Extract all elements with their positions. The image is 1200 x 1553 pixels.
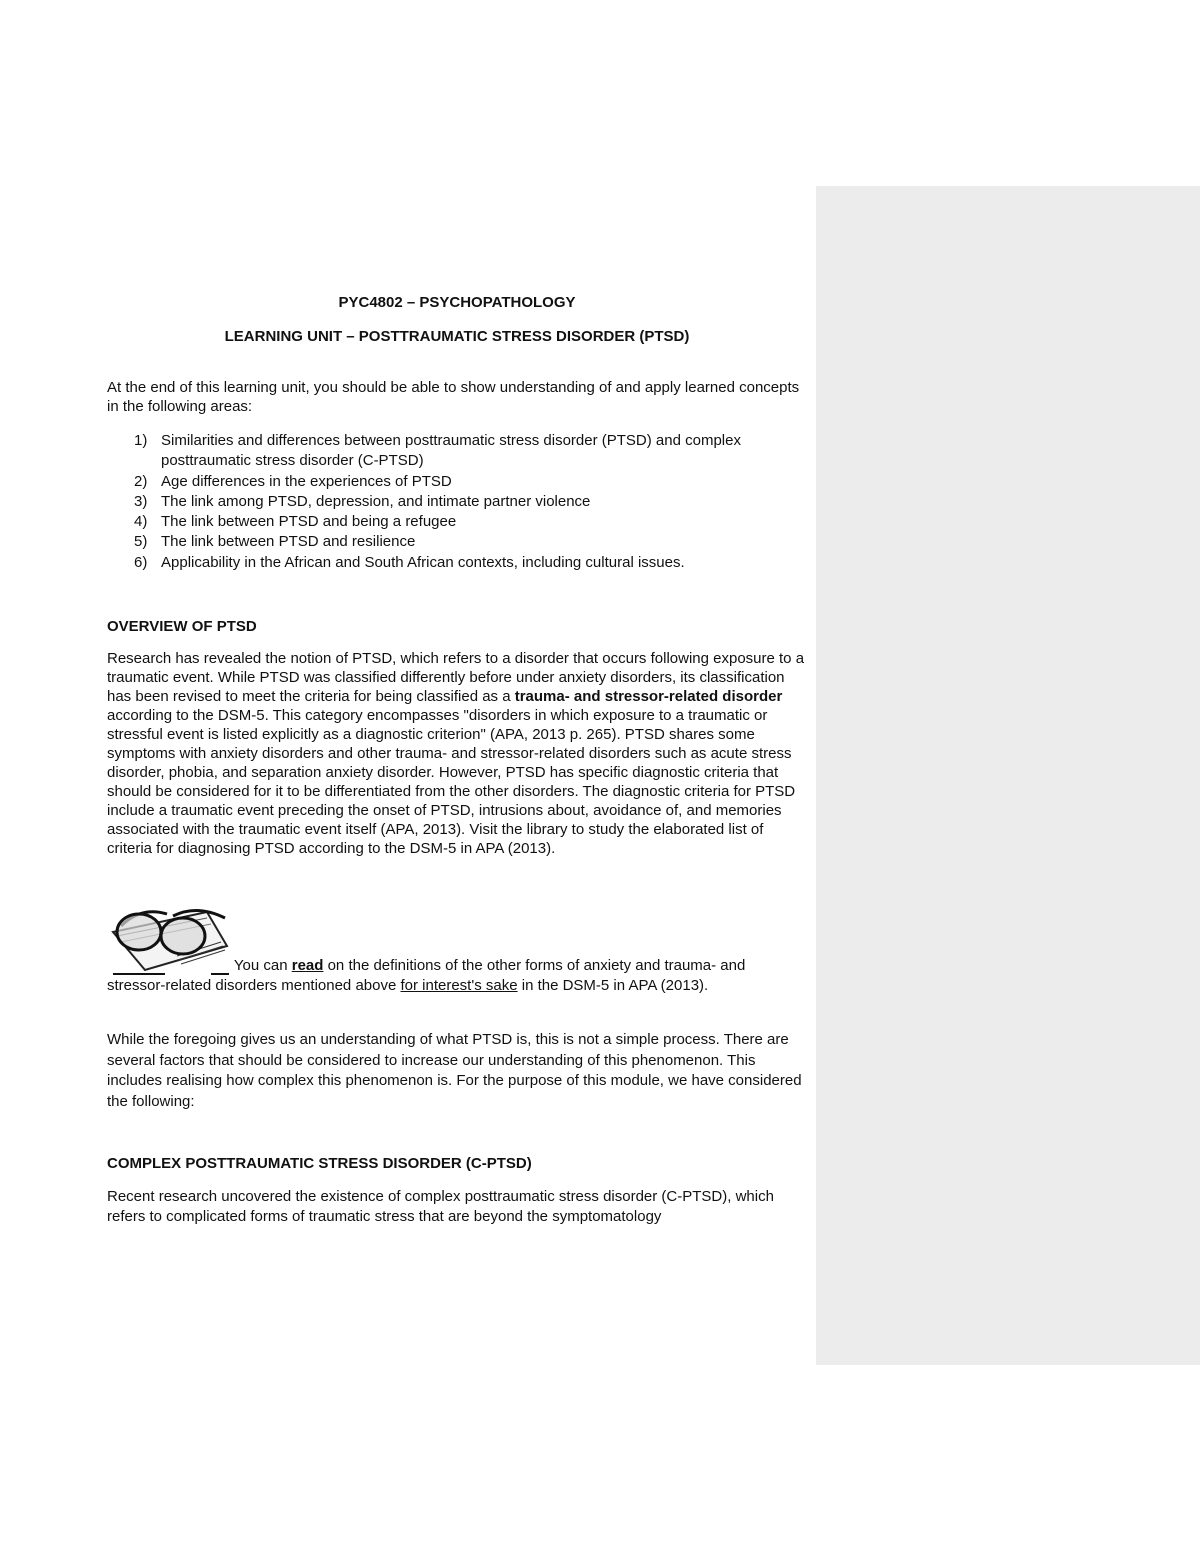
list-item <box>107 431 807 472</box>
overview-text-part2: according to the DSM-5. This category encompasses "disorders in which exposure to a traumatic or stressful event is listed explicitly as a diagnostic criterion" (APA, 2013 p. 265). PTSD shares some symptoms with anxiety disorders and other trauma- and stressor-related disorders such as acute stress disorder, phobia, and separation anxiety disorder. However, PTSD has specific diagnostic criteria that should be considered for it to be differentiated from the other disorders. The diagnostic criteria for PTSD include a traumatic event preceding the onset of PTSD, intrusions about, avoidance of, and memories associated with the traumatic event itself (APA, 2013). Visit the library to study the elaborated list of criteria for diagnosing PTSD according to the DSM-5 in APA (2013). <box>107 706 796 857</box>
overview-text-part1: Research has revealed the notion of PTSD, which refers to a disorder that occurs following exposure to a traumatic event. While PTSD was classified differently before under anxiety disorders, its classification has been revised to meet the criteria for being classified as a <box>107 650 805 705</box>
course-title: PYC4802 – PSYCHOPATHOLOGY <box>338 294 576 311</box>
foregoing-paragraph: While the foregoing gives us an understanding of what PTSD is, this is not a simple process. There are several factors that should be considered to increase our understanding of this phenomenon. This includes realising how complex this phenomenon is. For the purpose of this module, we have considered the following: <box>107 1031 802 1110</box>
cptsd-paragraph: Recent research uncovered the existence of complex posttraumatic stress disorder (C-PTSD), which refers to complicated forms of traumatic stress that are beyond the symptomatology <box>107 1188 774 1225</box>
overview-paragraph <box>107 650 807 858</box>
list-item-text: The link between PTSD and resilience <box>161 533 416 551</box>
list-number: 2) <box>134 472 148 490</box>
list-item <box>107 553 807 573</box>
list-number: 5) <box>134 533 148 551</box>
list-item-text: Applicability in the African and South African contexts, including cultural issues. <box>161 553 685 571</box>
list-item <box>107 512 807 532</box>
unit-title: LEARNING UNIT – POSTTRAUMATIC STRESS DISORDER (PTSD) <box>224 328 690 345</box>
list-item-text: The link between PTSD and being a refugee <box>161 513 457 531</box>
overview-bold-term: trauma- and stressor-related disorder <box>514 687 783 705</box>
list-number: 1) <box>134 432 148 449</box>
read-prefix: You can <box>230 957 292 974</box>
overview-heading: OVERVIEW OF PTSD <box>107 618 257 635</box>
list-item-text: Age differences in the experiences of PTSD <box>161 472 452 490</box>
list-item <box>107 492 807 512</box>
learning-objectives-list <box>107 431 807 573</box>
comment-margin-pane <box>816 186 1200 1365</box>
read-middle: on the definitions of the other forms of anxiety and trauma- and stressor-related disorders mentioned above <box>107 957 746 994</box>
list-item-text: Similarities and differences between posttraumatic stress disorder (PTSD) and complex posttraumatic stress disorder (C-PTSD) <box>161 432 741 470</box>
read-suffix: in the DSM-5 in APA (2013). <box>517 977 709 994</box>
list-number: 6) <box>134 553 148 571</box>
cptsd-heading: COMPLEX POSTTRAUMATIC STRESS DISORDER (C-PTSD) <box>107 1155 532 1172</box>
reading-glasses-icon <box>107 896 230 976</box>
list-item <box>107 472 807 492</box>
list-item-text: The link among PTSD, depression, and intimate partner violence <box>161 492 591 510</box>
list-item <box>107 532 807 552</box>
intro-paragraph: At the end of this learning unit, you should be able to show understanding of and apply learned concepts in the following areas: <box>107 379 800 415</box>
interest-link[interactable]: for interest's sake <box>400 977 518 994</box>
read-link[interactable]: read <box>291 957 324 974</box>
list-number: 4) <box>134 513 148 531</box>
list-number: 3) <box>134 492 148 510</box>
read-note <box>107 896 807 996</box>
